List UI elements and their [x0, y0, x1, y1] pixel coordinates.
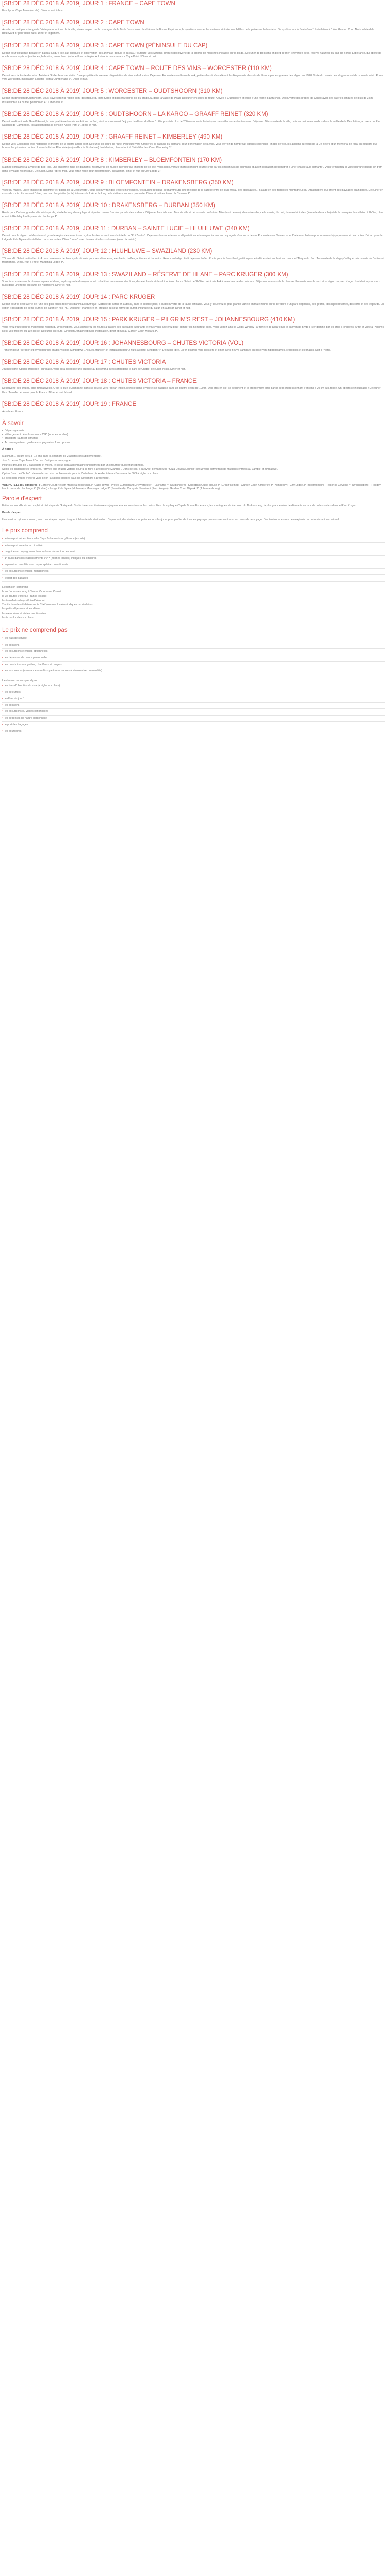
- day-description: Tôt au café. Safari matinal en 4x4 dans la réserve de Zulu Nyala réputée pour ses rhinocéros, éléphants, buffles, antilopes et babouins. Retour au lodge. Petit déjeuner buffet. Route pour le Swaziland, petit royaume indépendant enclavé au cœur de l'Afrique du Sud. Traversée de la Happy Valley et découverte de l'artisanat traditionnel. Dîner. Nuit à l'hôtel Mantenga Lodge 3*.: [2, 257, 384, 264]
- expert-section: [2, 495, 385, 522]
- comprend-extension-item: les taxes locales sur place: [2, 616, 34, 620]
- day-block: [2, 0, 385, 13]
- day-block: [2, 248, 385, 264]
- day-title: [SB:DE 28 DÉC 2018 À 2019] JOUR 11 : DURBAN – SAINTE LUCIE – HLUHLUWE (340 KM): [2, 225, 250, 232]
- day-title: [SB:DE 28 DÉC 2018 À 2019] JOUR 14 : PARC KRUGER: [2, 294, 155, 301]
- day-block: [2, 111, 385, 127]
- pas-comprend-item: • les pourboires aux guides, chauffeurs et rangers: [2, 662, 385, 668]
- savoir-item: • Accompagnateur : guide accompagnateur francophone: [2, 441, 385, 445]
- savoir-item: • Transport : autocar climatisé: [2, 437, 385, 441]
- day-block: [2, 294, 385, 310]
- expert-label-2-text: Parole d'expert: [2, 511, 22, 515]
- day-description: Départ en direction de Graaff-Reinet, la vrie quatrième fondée en Afrique du Sud, dont le surnom est "le joyau du désert du Karoo". Elle possède plus de 200 monuments historiques merveilleusement entretenus. Déjeuner. Découverte de la ville, puis excursion en minibus dans la vallée de la Désolation, au cœur du Parc National de Camdeboo. Installation dans la pension Karoo Park 3*, dîner et nuit.: [2, 120, 381, 127]
- day-title: [SB:DE 28 DÉC 2018 À 2019] JOUR 7 : GRAAFF REINET – KIMBERLEY (490 KM): [2, 134, 223, 141]
- noter-lines: [2, 454, 385, 480]
- day-title: [SB:DE 28 DÉC 2018 À 2019] JOUR 8 : KIMBERLEY – BLOEMFONTEIN (170 KM): [2, 157, 222, 163]
- comprend-extension-label: L'extension comprend :: [2, 586, 30, 589]
- pas-comprend-extension-item: • les dépenses de nature personnelle: [2, 716, 385, 722]
- comprend-section: [2, 527, 385, 620]
- expert-heading: Parole d'expert: [2, 496, 42, 502]
- expert-text: Faites un tour d'horizon complet et historique de l'Afrique du Sud à travers un itinéraire conjuguant étapes incontournables ou insolites : la mythique Cap de Bonne Espérance, les montagnes du Karoo ou du Drakensberg, la plus grande mine de diamants au monde ou les safaris dans le Parc Kruger...: [2, 504, 359, 508]
- hotels-block: [2, 484, 385, 491]
- comprend-extension-item: les petits déjeuners et les dîners: [2, 607, 41, 611]
- noter-block: [2, 448, 385, 451]
- pas-comprend-item: • les frais de service: [2, 636, 385, 642]
- day-description: Départ pour Hout Bay. Balade en bateau jusqu'à l'île aux phoques et observation des animaux depuis le bateau. Poursuite vers Simon's Town et découverte de la colonie de manchots installée sur la plage. Déjeuner de poissons en bord de mer. Traversée de la réserve naturelle du cap de Bonne-Espérance, qui abrite de nombreuses espèces (antilopes, babouins, autruches...) et une flore protégée. Admirez le panorama sur Cape Point ! Dîner et nuit.: [2, 51, 381, 58]
- itinerary: [2, 0, 385, 414]
- noter-line: Jour 3 : le vol Cape Town / Durban n'est pas accompagné.: [2, 459, 72, 463]
- pas-comprend-extension-item: • le port des bagages: [2, 722, 385, 728]
- noter-line: Maximum 1 enfant de 5 à -12 ans dans la chambre de 2 adultes (lit supplémentaire).: [2, 455, 102, 459]
- savoir-list: [2, 429, 385, 445]
- comprend-item: • 14 nuits dans les établissements 3*/4* (normes locales) indiqués ou similaires: [2, 556, 385, 563]
- day-title: [SB:DE 28 DÉC 2018 À 2019] JOUR 5 : WORCESTER – OUDTSHOORN (310 KM): [2, 88, 223, 95]
- day-description: Vous ferez route vers la réserve royale de Hlane, la plus grande du royaume où cohabitent notamment des lions, des éléphants et des rhinocéros blancs. Safari de 2h30 en véhicule 4x4 à la recherche des animaux. Déjeuner au cœur de la réserve. Poursuite vers le nord et la région du parc Kruger. Installation pour deux nuits dans une tente au camp de Nkambeni. Dîner et nuit.: [2, 280, 381, 287]
- day-description: Route pour Durban, grande ville subtropicale, située le long d'une plage et réputée comme l'un des paradis des surfeurs. Déjeuner face à la mer. Tour de ville et découverte du Golden Mile (front de mer), du centre-ville, de la mairie, du port, du marché indien (ferme le dimanche) et de la mosquée. Installation à l'hôtel, dîner et nuit à l'Holiday Inn Express de Umhlanga 4*.: [2, 211, 384, 218]
- expert-label-2: [2, 511, 385, 515]
- day-title: [SB:DE 28 DÉC 2018 À 2019] JOUR 10 : DRAKENSBERG – DURBAN (350 KM): [2, 202, 215, 209]
- comprend-item: • le port des bagages: [2, 575, 385, 582]
- day-block: [2, 401, 385, 414]
- day-title: [SB:DE 28 DÉC 2018 À 2019] JOUR 6 : OUDTSHOORN – LA KAROO – GRAAFF REINET (320 KM): [2, 111, 268, 117]
- day-description: Transfert pour l'aéroport et envol pour les chutes Victoria (Zimbabwe). Accueil, transfert et installation pour 2 nuits à l'hôtel Kingdom 4*. Déjeuner libre. En fin d'après-midi, croisière et dîner sur le fleuve Zambèze en observant hippopotames, crocodiles et éléphants. Nuit à l'hôtel.: [2, 348, 331, 352]
- noter-label: À noter :: [2, 448, 13, 451]
- savoir-item: • Hébergement : établissements 3*/4* (normes locales): [2, 433, 385, 437]
- comprend-extension-list: [2, 590, 385, 620]
- day-block: [2, 179, 385, 196]
- comprend-extension: [2, 586, 385, 590]
- day-description: Découverte des chutes, côté zimbabwéen. C'est ici que le Zambèze, dans sa course vers l'océan Indien, rétrécie dans le vide et se fracasse dans un gouffre géant de 100 m. Des arcs-en-ciel se dessinent et le grondement émis par le débit impressionnant s'entend à 20 km à la ronde. Un spectacle inoubliable ! Déjeuner libre. Transfert et envol pour la France. Dîner et nuit à bord.: [2, 387, 381, 394]
- page-container: [0, 0, 387, 735]
- noter-line: Option "parc de Chobe" : demandez un visa double entrée pour le Zimbabwe ; taxe d'entrée au Botswana de 30 $ à régler sur place.: [2, 472, 159, 476]
- pas-comprend-extension-item: • les excursions ou visites optionnelles: [2, 709, 385, 716]
- day-title: [SB:DE 28 DÉC 2018 À 2019] JOUR 12 : HLUHLUWE – SWAZILAND (230 KM): [2, 248, 213, 255]
- comprend-item: • les excursions et visites mentionnées: [2, 569, 385, 575]
- pas-comprend-extension-item: • les déjeuners: [2, 689, 385, 696]
- comprend-item: • le transport en autocar climatisé: [2, 543, 385, 549]
- comprend-list: [2, 536, 385, 582]
- savoir-item: • Départs garantis: [2, 429, 385, 433]
- day-block: [2, 378, 385, 394]
- pas-comprend-heading: Le prix ne comprend pas: [2, 627, 68, 634]
- pas-comprend-item: • les assurances (assurance + multirisque toutes causes + vivement recommandée): [2, 668, 385, 675]
- hotels-text: Garden Court Nelson Mandela Boulevard 3* (Cape Town) - Protea Cumberland 3* (Worcester) - La Plume 4* (Oudtshoorn) - Karoopark Guest House 3* (Graaff-Reinet) - Garden Court Kimberley 3* (Kimberley) - City Lodge 3* (Bloemfontein) - Resort la Caverne 4* (Drakensberg) - Holiday Inn Express de Umhlanga 4* (Durban) - Lodge Zulu Nyala (Hluhluwe) - Mantenga Lodge 3* (Swaziland) - Camp de Nkambeni (Parc Kruger) - Garden Court Milpark 3* (Johannesbourg): [2, 483, 381, 491]
- day-title: [SB:DE 28 DÉC 2018 À 2019] JOUR 16 : JOHANNESBOURG – CHUTES VICTORIA (VOL): [2, 340, 244, 346]
- comprend-extension-item: les transferts aéroport/hôtel/aéroport: [2, 599, 45, 602]
- day-title: [SB:DE 28 DÉC 2018 À 2019] JOUR 17 : CHUTES VICTORIA: [2, 359, 166, 366]
- day-block: [2, 225, 385, 242]
- comprend-heading: Le prix comprend: [2, 527, 48, 534]
- pas-comprend-item: • les excursions et visites optionnelles: [2, 649, 385, 655]
- pas-comprend-section: [2, 626, 385, 735]
- day-description: Arrivée en France.: [2, 410, 24, 413]
- pas-comprend-extension-label: L'extension ne comprend pas :: [2, 679, 39, 683]
- day-description: Départ vers la Route des vins. Arrivée à Stellenbosch et visite d'une propriété viticole avec dégustation de vins sud-africains. Déjeuner. Poursuite vers Franschhoek, petite ville où s'installèrent les Huguenots chassés de France par les guerres de religion en 1688. Visite du musée des Huguenots et de son mémorial. Route vers Worcester. Installation à l'hôtel Protea Cumberland 3*. Dîner et nuit.: [2, 74, 383, 81]
- day-block: [2, 157, 385, 173]
- pas-comprend-extension-list: [2, 683, 385, 735]
- day-block: [2, 42, 385, 59]
- day-description: Vous ferez route pour la magnifique région du Drakensberg. Vous admirerez les routes à travers des paysages luxuriants et vous vous arrêterez pour admirer les nombreux sites. Vous verrez ainsi le God's Window (la "fenêtre de Dieu") puis le canyon de Blyde River dominé par les Trois Rondavels. Arrêt et visite à Pilgrim's Rest, ville minière du 19e siècle. Déjeuner en route. Direction Johannesbourg. Installation, dîner et nuit au Garden Court Milpark 3*.: [2, 326, 384, 333]
- hotels-label: VOS HOTELS (ou similaires) :: [2, 483, 40, 487]
- comprend-extension-item: 2 nuits dans les établissements 3*/4* (normes locales) indiqués ou similaires: [2, 603, 93, 607]
- day-block: [2, 340, 385, 352]
- pas-comprend-list: [2, 636, 385, 674]
- day-description: Départ pour la région du Maputaland, grande région de canne à sucre, dont les terres sont sous la tutelle du "Roi Zoulou". Déjeuner dans une ferme et dégustation de fromages locaux accompagnés d'un verre de vin. Poursuite vers Sainte-Lucie. Balade en bateau pour observer hippopotames et crocodiles. Départ pour le lodge de Zulu Nyala et installation dans les tentes. Dîner "boma" avec danses tribales zoulouses (selon la météo).: [2, 234, 383, 242]
- pas-comprend-extension-item: • les frais d'obtention du visa (à régler sur place): [2, 683, 385, 690]
- day-block: [2, 19, 385, 36]
- comprend-extension-item: le vol chutes Victoria / France (escale): [2, 595, 47, 598]
- pas-comprend-extension-item: • le dîner du jour 1: [2, 696, 385, 703]
- day-description: Départ vers Colesberg, ville historique et théâtre de la guerre anglo-boer. Déjeuner en cours de route. Poursuite vers Kimberley, la capitale du diamant. Tour d'orientation de la ville. Vous verrez de nombreux édifices coloniaux : l'hôtel de ville, les anciens bureaux de la De Beers et un mémorial de roca en équilibre qui honore les pionniers partis coloniser la future Rhodésie (aujourd'hui le Zimbabwe). Installation, dîner et nuit à l'hôtel Garden Court Kimberley 3*.: [2, 143, 377, 150]
- day-block: [2, 202, 385, 218]
- day-title: [SB:DE 28 DÉC 2018 À 2019] JOUR 15 : PARK KRUGER – PILGRIM'S REST – JOHANNESBOURG (410 KM): [2, 317, 295, 324]
- day-title: [SB:DE 28 DÉC 2018 À 2019] JOUR 3 : CAPE TOWN (PÉNINSULE DU CAP): [2, 42, 208, 49]
- day-block: [2, 316, 385, 333]
- noter-line: Selon les disponibilités terrestres, l'arrivée aux chutes Victoria pourra se faire à Livingstone (Zambie). Dans ce cas, à l'arrivée, demandez le "Kaza Univisa Launch" (50 $) vous permettant de multiples entrées au Zambie et Zimbabwe.: [2, 468, 278, 471]
- pas-comprend-item: • les boissons: [2, 642, 385, 649]
- day-description: Départ en direction d'Oudtshoorn. Vous traverserez la région semi-désertique du petit Karoo et passerez par le col du Tradouw, dans la vallée de Paarl. Déjeuner en cours de route. Arrivée à Oudtshoorn et visite d'une ferme d'autruches. Découverte des grottes de Cango avec ses galeries longues de plus de 3 km. Installation à La plume, pension en 4*. Dîner et nuit.: [2, 97, 374, 104]
- comprend-item: • la pension complète avec repas spéciaux mentionnés: [2, 562, 385, 569]
- pas-comprend-extension: [2, 679, 385, 683]
- day-block: [2, 88, 385, 104]
- day-block: [2, 271, 385, 287]
- noter-line: Le débit des chutes Victoria varie selon la saison (basses eaux de Novembre à Décembre).: [2, 477, 110, 480]
- day-description: Envol pour Cape Town (escale). Dîner et nuit à bord.: [2, 9, 64, 12]
- savoir-section: [2, 420, 385, 491]
- day-description: Visite du musée, Entre "musée de l'Homme" et "palais de la Découverte", vous découvrirez des trésors incroyables, tels qu'une réplique de mammouth, une mélodie de la gazelle entre de plus niveau des dinosaures... Balade en des territoires montagneux du Drakensberg qui offrent des paysages grandioses. Déjeuner en cours de route. En arrivant l'hôtel, une marche guidée (facile) à travers la forêt et le long de la rivière vous sera proposée. Dîner et nuit au Resort la Caverne 4*.: [2, 189, 383, 196]
- day-title: [SB:DE 28 DÉC 2018 À 2019] JOUR 13 : SWAZILAND – RÉSERVE DE HLANE – PARC KRUGER (300 KM): [2, 271, 288, 278]
- day-description: Arrivée, accueil par votre guide. Visite panoramique de la ville, située au pied de la montagne de la Table. Vous verrez le château de Bonne Espérance, le quartier malais et les maisons victoriennes fidèles de la présence hollandaise. Temps libre sur le "waterfront". Installation à l'hôtel Garden Court Nelson Mandela Boulevard 3* pour deux nuits. Dîner et logement.: [2, 28, 375, 36]
- day-title: [SB:DE 28 DÉC 2018 À 2019] JOUR 9 : BLOEMFONTEIN – DRAKENSBERG (350 KM): [2, 180, 234, 187]
- day-title: [SB:DE 28 DÉC 2018 À 2019] JOUR 2 : CAPE TOWN: [2, 20, 144, 26]
- expert-text-2: Un circuit au rythme soutenu, avec des étapes un peu longue, inhérente à la destination. Cependant, des visites sont prévues tous les jours pour profiter de tous les paysage que vous rencontrerez au cours de ce voyage. Des territoires encore peu explorés par le tourisme international.: [2, 518, 340, 521]
- day-title: [SB:DE 28 DÉC 2018 À 2019] JOUR 4 : CAPE TOWN – ROUTE DES VINS – WORCESTER (110 KM): [2, 65, 272, 72]
- comprend-extension-item: le vol Johannesbourg / Chutes Victoria sur Comair: [2, 590, 62, 594]
- savoir-heading: À savoir: [2, 420, 24, 427]
- day-block: [2, 359, 385, 371]
- day-title: [SB:DE 28 DÉC 2018 À 2019] JOUR 19 : FRANCE: [2, 401, 137, 408]
- day-block: [2, 65, 385, 81]
- day-block: [2, 133, 385, 150]
- comprend-item: • le transport aérien France/Le Cap - Johannesbourg/France (escale): [2, 536, 385, 543]
- pas-comprend-item: • les dépenses de nature personnelle: [2, 655, 385, 662]
- day-description: Départ pour la découverte de l'une des plus riches réserves d'animaux d'Afrique. Matinée de safari en autocar, dans le célèbre parc, à la découverte de la faune africaine. Vous y trouverez la plus grande variété animale réunie sur le territoire d'un parc éléphants, des girafes, des hippopotames, des lions et des léopards. En option : possibilité de demi-journée de safari en 4x4 (*$). Déjeuner champêtre en brousse ou sous forme de buffet. Poursuite du safari en autocar. Dîner et nuit.: [2, 303, 384, 310]
- noter-line: Pour les groupes de 9 passagers et moins, le circuit sera accompagné uniquement par un chauffeur-guide francophone.: [2, 463, 144, 467]
- day-description: Matinée consacrée à la visite de Big Hole, une ancienne mine de diamants, reconvertie en musée interactif sur l'histoire de ce site. Vous découvrirez l'impressionnant gouffre créé par les chercheurs de diamants et aurez l'occasion de pénétrer à une "chasse aux diamants". Vous terminerez la visite par une balade en tram dans le village reconstitué. Déjeuner. Dans l'après-midi, vous ferez route pour Bloemfontein. Installation, dîner et nuit au City Lodge 3*.: [2, 165, 382, 173]
- pas-comprend-extension-item: • les pourboires: [2, 728, 385, 735]
- day-description: Journée libre. Option proposée : sur place, vous sera proposée une journée au Botswana avec safari dans le parc de Chobe, déjeuner inclus. Dîner et nuit.: [2, 368, 186, 371]
- day-title: [SB:DE 28 DÉC 2018 À 2019] JOUR 18 : CHUTES VICTORIA – FRANCE: [2, 378, 197, 385]
- comprend-extension-item: les excursions et visites mentionnées: [2, 612, 46, 615]
- day-title: [SB:DE 28 DÉC 2018 À 2019] JOUR 1 : FRANCE – CAPE TOWN: [2, 1, 175, 7]
- comprend-item: • un guide accompagnateur francophone durant tout le circuit: [2, 549, 385, 556]
- pas-comprend-extension-item: • les boissons: [2, 703, 385, 709]
